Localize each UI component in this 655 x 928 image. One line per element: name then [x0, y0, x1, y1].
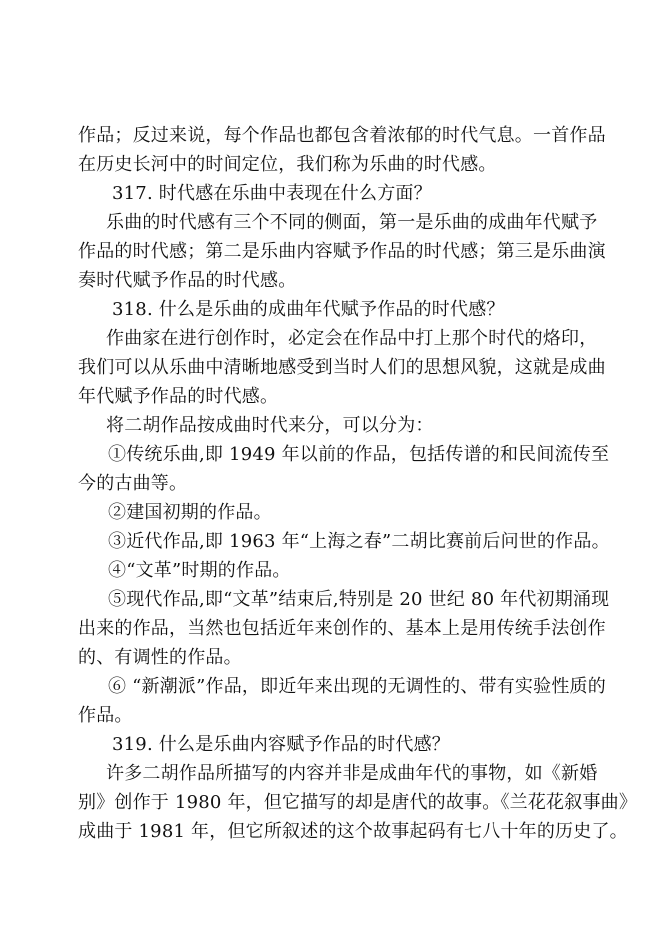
body-line: 作品；反过来说，每个作品也都包含着浓郁的时代气息。一首作品 — [78, 125, 606, 146]
body-line: 在历史长河中的时间定位，我们称为乐曲的时代感。 — [78, 154, 497, 175]
question-heading: 318. 什么是乐曲的成曲年代赋予作品的时代感？ — [112, 299, 505, 320]
body-line: 年代赋予作品的时代感。 — [78, 386, 279, 407]
body-line: 作曲家在进行创作时，必定会在作品中打上那个时代的烙印， — [106, 328, 598, 349]
list-item: ⑤现代作品,即“文革”结束后,特别是 20 世纪 80 年代初期涌现 — [108, 589, 610, 610]
list-item: ①传统乐曲,即 1949 年以前的作品，包括传谱的和民间流传至 — [108, 444, 610, 465]
list-item: ②建国初期的作品。 — [108, 502, 272, 523]
body-line: 许多二胡作品所描写的内容并非是成曲年代的事物，如《新婚 — [106, 763, 598, 784]
body-line: 出来的作品，当然也包括近年来创作的、基本上是用传统手法创作 — [78, 618, 606, 639]
list-item: ⑥ “新潮派”作品，即近年来出现的无调性的、带有实验性质的 — [108, 676, 606, 697]
body-line: 奏时代赋予作品的时代感。 — [78, 270, 297, 291]
body-line: 作品。 — [78, 705, 133, 726]
list-item: ③近代作品,即 1963 年“上海之春”二胡比赛前后问世的作品。 — [108, 531, 610, 552]
list-item: ④“文革”时期的作品。 — [108, 560, 291, 581]
body-line: 乐曲的时代感有三个不同的侧面，第一是乐曲的成曲年代赋予 — [106, 212, 598, 233]
body-line: 将二胡作品按成曲时代来分，可以分为： — [106, 415, 434, 436]
question-heading: 317. 时代感在乐曲中表现在什么方面？ — [112, 183, 432, 204]
body-line: 别》创作于 1980 年，但它描写的却是唐代的故事。《兰花花叙事曲》 — [78, 792, 638, 813]
body-line: 成曲于 1981 年，但它所叙述的这个故事起码有七八十年的历史了。 — [78, 821, 628, 842]
question-heading: 319. 什么是乐曲内容赋予作品的时代感？ — [112, 734, 450, 755]
body-line: 我们可以从乐曲中清晰地感受到当时人们的思想风貌，这就是成曲 — [78, 357, 606, 378]
body-line: 今的古曲等。 — [78, 473, 188, 494]
body-line: 的、有调性的作品。 — [78, 647, 242, 668]
body-line: 作品的时代感；第二是乐曲内容赋予作品的时代感；第三是乐曲演 — [78, 241, 606, 262]
